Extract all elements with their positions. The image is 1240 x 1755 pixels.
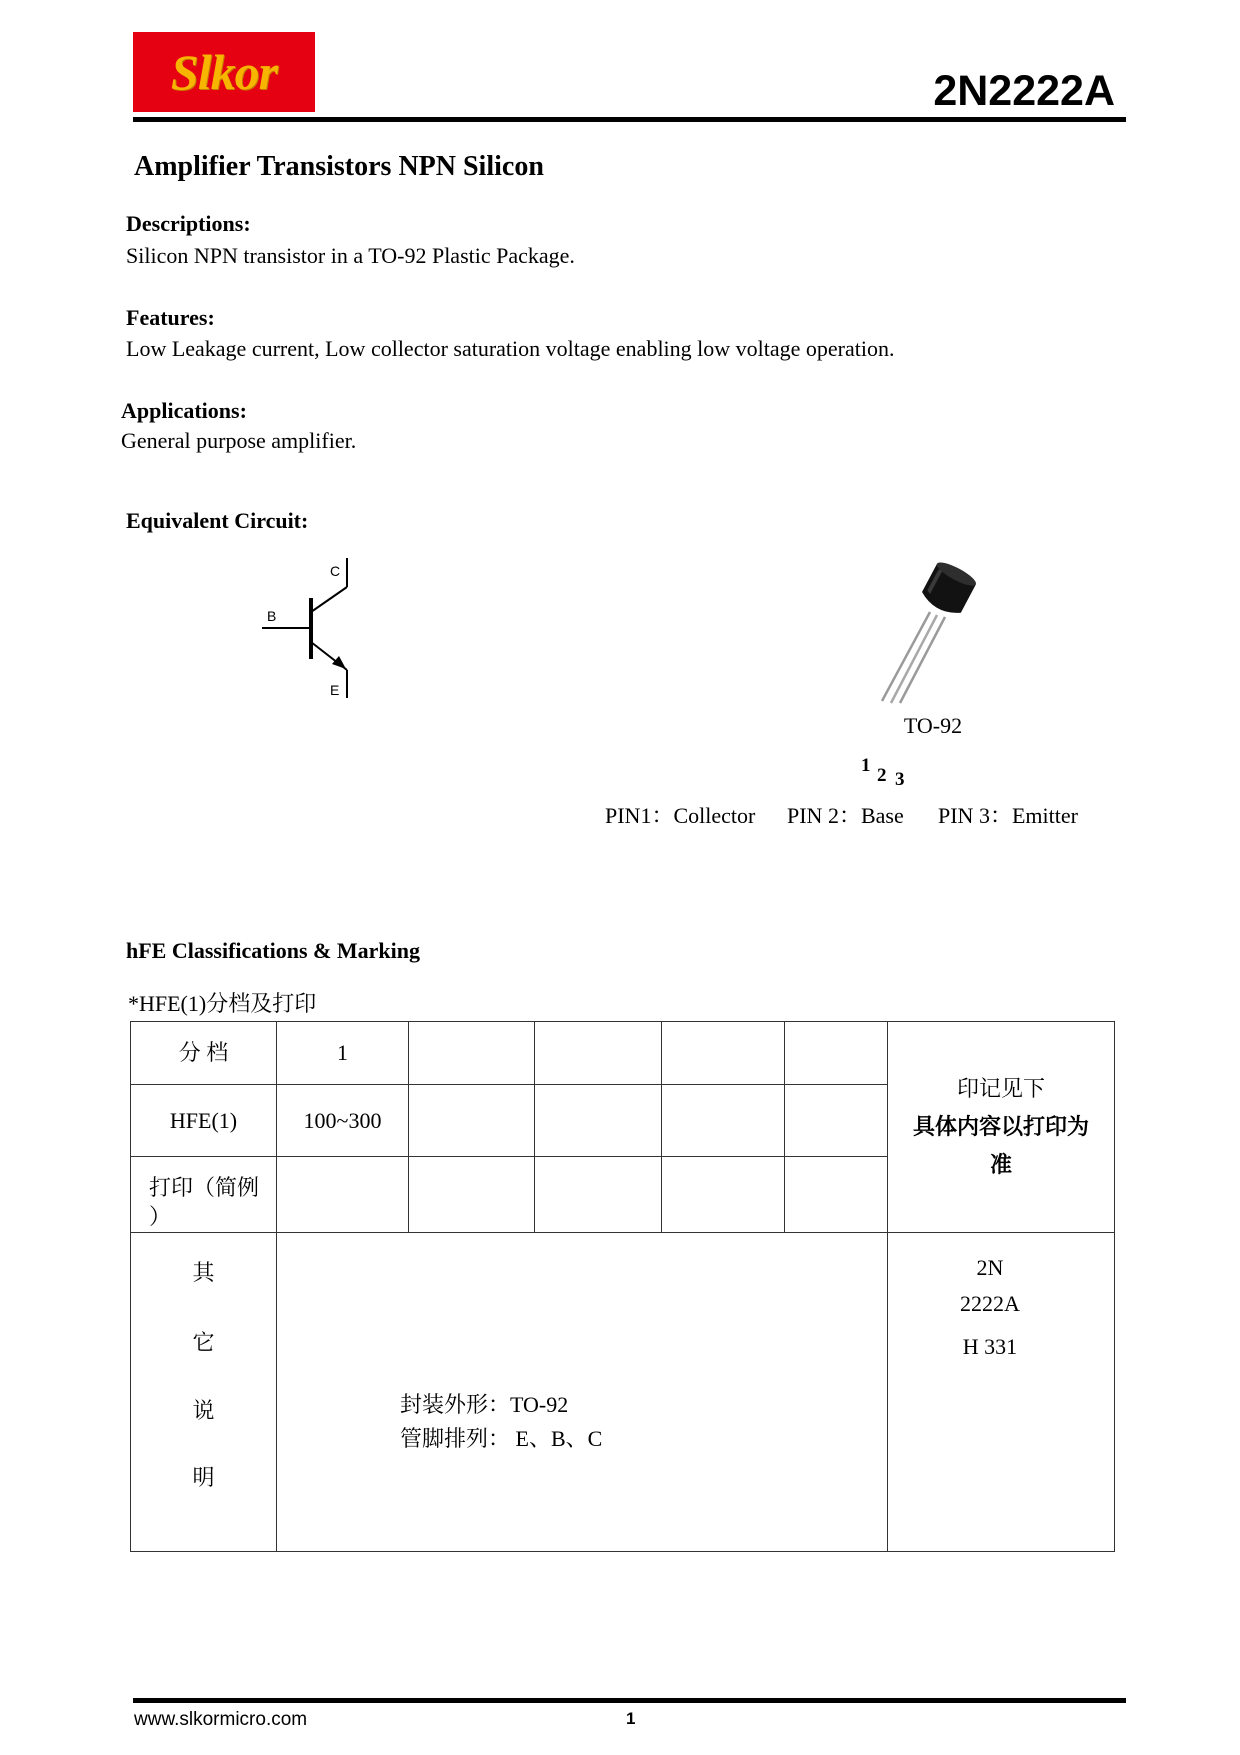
empty-cell xyxy=(662,1085,785,1157)
hfe-range-cell: 100~300 xyxy=(277,1085,409,1157)
print-label-line-1: 打印（简例 xyxy=(149,1175,260,1200)
marking-detail-line-2: 准 xyxy=(989,1152,1012,1177)
other-notes-row xyxy=(131,1233,1115,1552)
empty-cell xyxy=(785,1085,888,1157)
other-label-cell xyxy=(131,1233,277,1552)
npn-transistor-symbol-icon xyxy=(255,550,365,710)
package-lead-2 xyxy=(891,615,937,703)
print-label-line-2: ） xyxy=(149,1204,172,1229)
other-label-char-2: 它 xyxy=(192,1330,215,1355)
pin-order-note: 管脚排列： E、B、C xyxy=(400,1426,603,1451)
footer-website: www.slkormicro.com xyxy=(134,1709,308,1730)
header-rule xyxy=(133,117,1126,122)
marking-detail-line-1: 具体内容以打印为 xyxy=(912,1114,1089,1139)
other-label-char-3: 说 xyxy=(192,1398,215,1423)
empty-cell xyxy=(535,1157,662,1233)
other-notes-cell xyxy=(277,1233,888,1552)
emitter-arrow-icon xyxy=(332,656,346,669)
empty-cell xyxy=(535,1085,662,1157)
base-label: B xyxy=(267,608,277,624)
logo-wordmark: Slkor xyxy=(170,44,278,100)
applications-heading: Applications: xyxy=(121,398,247,423)
pin-assignment-base: PIN 2：Base xyxy=(787,803,904,828)
page-number: 1 xyxy=(626,1709,636,1728)
brand-logo xyxy=(133,32,315,112)
package-name: TO-92 xyxy=(903,713,963,738)
package-lead-3 xyxy=(900,617,945,703)
emitter-label: E xyxy=(330,682,340,698)
to92-package-icon xyxy=(870,562,980,712)
empty-cell xyxy=(785,1157,888,1233)
marking-note xyxy=(888,1070,1114,1184)
marking-example-cell xyxy=(888,1233,1115,1552)
empty-cell xyxy=(409,1022,535,1085)
other-label-char-1: 其 xyxy=(192,1260,215,1285)
grade-label-cell: 分 档 xyxy=(131,1022,277,1085)
footer-rule xyxy=(133,1698,1126,1703)
empty-cell xyxy=(409,1085,535,1157)
collector-label: C xyxy=(330,563,341,579)
marking-line-2: 2222A xyxy=(960,1291,1020,1316)
hfe-classification-table xyxy=(130,1021,1115,1552)
pin-number-2: 2 xyxy=(877,765,887,786)
part-number: 2N2222A xyxy=(933,67,1115,115)
marking-line-1: 2N xyxy=(976,1255,1004,1280)
features-heading: Features: xyxy=(126,305,215,330)
empty-cell xyxy=(409,1157,535,1233)
marking-note-line: 印记见下 xyxy=(956,1076,1045,1101)
classification-heading: hFE Classifications & Marking xyxy=(126,938,420,963)
product-title: Amplifier Transistors NPN Silicon xyxy=(134,151,544,182)
collector-diagonal xyxy=(311,587,347,612)
pin-assignment-collector: PIN1：Collector xyxy=(605,803,756,828)
equivalent-circuit-heading: Equivalent Circuit: xyxy=(126,508,309,533)
descriptions-text: Silicon NPN transistor in a TO-92 Plastic Package. xyxy=(126,243,575,268)
features-text: Low Leakage current, Low collector saturation voltage enabling low voltage operation. xyxy=(126,336,895,361)
grade-value-cell: 1 xyxy=(277,1022,409,1085)
package-lead-1 xyxy=(882,612,930,701)
package-body xyxy=(919,558,979,618)
applications-text: General purpose amplifier. xyxy=(121,428,357,453)
package-outline-note: 封装外形：TO-92 xyxy=(400,1392,569,1417)
empty-cell xyxy=(662,1022,785,1085)
other-label-char-4: 明 xyxy=(192,1465,215,1490)
hfe-label-cell: HFE(1) xyxy=(131,1085,277,1157)
empty-cell xyxy=(277,1157,409,1233)
grade-row xyxy=(131,1022,1115,1085)
empty-cell xyxy=(662,1157,785,1233)
pin-assignment-emitter: PIN 3：Emitter xyxy=(938,803,1078,828)
empty-cell xyxy=(535,1022,662,1085)
descriptions-heading: Descriptions: xyxy=(126,211,251,236)
marking-line-3: H 331 xyxy=(962,1334,1018,1359)
print-label-cell xyxy=(131,1157,277,1233)
pin-number-3: 3 xyxy=(895,769,905,790)
empty-cell xyxy=(785,1022,888,1085)
pin-number-1: 1 xyxy=(861,755,871,776)
marking-note-cell xyxy=(888,1022,1115,1233)
classification-caption: *HFE(1)分档及打印 xyxy=(128,991,317,1016)
